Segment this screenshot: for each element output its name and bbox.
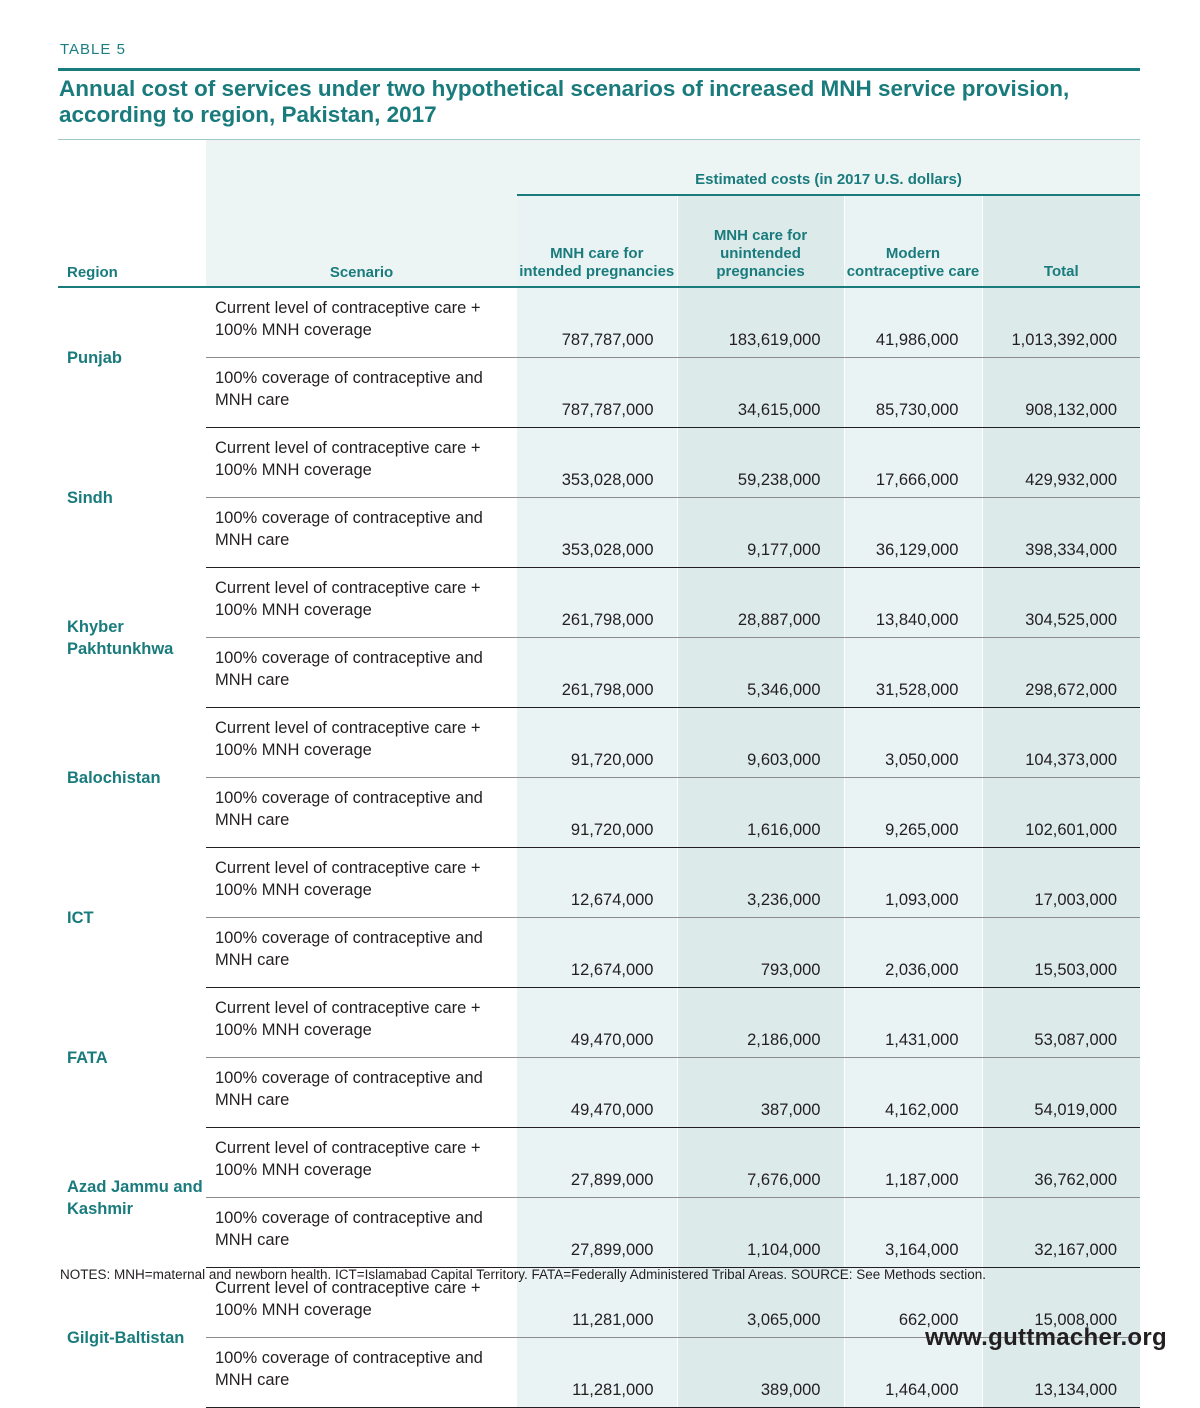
value-modern-contraceptive: 9,265,000 — [844, 778, 982, 848]
value-modern-contraceptive: 4,162,000 — [844, 1058, 982, 1128]
scenario-cell: 100% coverage of contraceptive and MNH care — [206, 358, 517, 428]
table-notes: NOTES: MNH=maternal and newborn health. ICT=Islamabad Capital Territory. FATA=Federally Administered Tribal Areas. SOURCE: See Methods section. — [60, 1267, 987, 1282]
value-mnh-unintended: 1,616,000 — [677, 778, 844, 848]
scenario-cell: 100% coverage of contraceptive and MNH care — [206, 778, 517, 848]
table-row — [58, 918, 1140, 988]
scenario-cell: Current level of contraceptive care + 100% MNH coverage — [206, 287, 517, 358]
scenario-cell: Current level of contraceptive care + 100% MNH coverage — [206, 1128, 517, 1198]
value-mnh-unintended: 1,104,000 — [677, 1198, 844, 1268]
table-row — [58, 708, 1140, 778]
value-modern-contraceptive: 85,730,000 — [844, 358, 982, 428]
table-row — [58, 498, 1140, 568]
value-mnh-intended: 12,674,000 — [517, 918, 677, 988]
value-modern-contraceptive: 3,164,000 — [844, 1198, 982, 1268]
table-row — [58, 638, 1140, 708]
value-modern-contraceptive: 1,187,000 — [844, 1128, 982, 1198]
scenario-cell: 100% coverage of contraceptive and MNH care — [206, 1338, 517, 1408]
header-mnh-unintended: MNH care for unintended pregnancies — [677, 195, 844, 287]
value-modern-contraceptive: 662,000 — [844, 1268, 982, 1338]
value-total: 298,672,000 — [982, 638, 1140, 708]
table-title: Annual cost of services under two hypothetical scenarios of increased MNH service provision, according to region, Pakistan, 2017 — [59, 76, 1070, 127]
region-name: Gilgit-Baltistan — [58, 1268, 206, 1408]
value-mnh-intended: 27,899,000 — [517, 1198, 677, 1268]
value-total: 13,134,000 — [982, 1338, 1140, 1408]
value-mnh-intended: 12,674,000 — [517, 848, 677, 918]
scenario-cell: 100% coverage of contraceptive and MNH care — [206, 1198, 517, 1268]
header-mnh-intended: MNH care for intended pregnancies — [517, 195, 677, 287]
value-mnh-intended: 787,787,000 — [517, 287, 677, 358]
value-total: 104,373,000 — [982, 708, 1140, 778]
region-name: Punjab — [58, 287, 206, 428]
cost-table — [58, 140, 1140, 1408]
value-total: 17,003,000 — [982, 848, 1140, 918]
value-modern-contraceptive: 1,464,000 — [844, 1338, 982, 1408]
value-modern-contraceptive: 1,093,000 — [844, 848, 982, 918]
value-total: 15,503,000 — [982, 918, 1140, 988]
value-modern-contraceptive: 31,528,000 — [844, 638, 982, 708]
value-mnh-intended: 353,028,000 — [517, 498, 677, 568]
scenario-cell: Current level of contraceptive care + 100% MNH coverage — [206, 708, 517, 778]
top-rule — [58, 68, 1140, 71]
website-url: www.guttmacher.org — [925, 1324, 1167, 1351]
table-body — [58, 287, 1140, 1408]
value-total: 36,762,000 — [982, 1128, 1140, 1198]
value-total: 102,601,000 — [982, 778, 1140, 848]
value-total: 32,167,000 — [982, 1198, 1140, 1268]
value-mnh-intended: 787,787,000 — [517, 358, 677, 428]
value-mnh-unintended: 387,000 — [677, 1058, 844, 1128]
value-total: 53,087,000 — [982, 988, 1140, 1058]
region-name: Balochistan — [58, 708, 206, 848]
value-total: 1,013,392,000 — [982, 287, 1140, 358]
scenario-cell: Current level of contraceptive care + 100% MNH coverage — [206, 848, 517, 918]
header-modern-contraceptive: Modern contraceptive care — [844, 195, 982, 287]
table-row — [58, 848, 1140, 918]
value-mnh-unintended: 59,238,000 — [677, 428, 844, 498]
table-header — [58, 140, 1140, 287]
value-mnh-unintended: 2,186,000 — [677, 988, 844, 1058]
region-name: FATA — [58, 988, 206, 1128]
value-mnh-intended: 49,470,000 — [517, 1058, 677, 1128]
value-mnh-unintended: 28,887,000 — [677, 568, 844, 638]
scenario-cell: 100% coverage of contraceptive and MNH care — [206, 1058, 517, 1128]
scenario-cell: Current level of contraceptive care + 100% MNH coverage — [206, 428, 517, 498]
table-row — [58, 287, 1140, 358]
value-mnh-intended: 261,798,000 — [517, 638, 677, 708]
value-modern-contraceptive: 17,666,000 — [844, 428, 982, 498]
value-mnh-unintended: 183,619,000 — [677, 287, 844, 358]
table-row — [58, 568, 1140, 638]
header-region: Region — [58, 140, 206, 287]
header-scenario: Scenario — [206, 140, 517, 287]
value-total: 304,525,000 — [982, 568, 1140, 638]
table-row — [58, 428, 1140, 498]
header-total: Total — [982, 195, 1140, 287]
value-mnh-intended: 27,899,000 — [517, 1128, 677, 1198]
region-name: Azad Jammu and Kashmir — [58, 1128, 206, 1268]
header-estimated-costs: Estimated costs (in 2017 U.S. dollars) — [517, 140, 1140, 195]
scenario-cell: 100% coverage of contraceptive and MNH care — [206, 638, 517, 708]
value-modern-contraceptive: 13,840,000 — [844, 568, 982, 638]
value-modern-contraceptive: 1,431,000 — [844, 988, 982, 1058]
value-mnh-intended: 11,281,000 — [517, 1338, 677, 1408]
value-mnh-unintended: 3,065,000 — [677, 1268, 844, 1338]
value-total: 908,132,000 — [982, 358, 1140, 428]
table-label: TABLE 5 — [60, 41, 126, 58]
value-modern-contraceptive: 2,036,000 — [844, 918, 982, 988]
table-row — [58, 358, 1140, 428]
scenario-cell: 100% coverage of contraceptive and MNH care — [206, 498, 517, 568]
value-mnh-unintended: 9,603,000 — [677, 708, 844, 778]
value-total: 15,008,000 — [982, 1268, 1140, 1338]
table-row — [58, 988, 1140, 1058]
value-mnh-unintended: 7,676,000 — [677, 1128, 844, 1198]
value-mnh-unintended: 3,236,000 — [677, 848, 844, 918]
table-row — [58, 1058, 1140, 1128]
value-modern-contraceptive: 41,986,000 — [844, 287, 982, 358]
value-total: 429,932,000 — [982, 428, 1140, 498]
value-mnh-unintended: 5,346,000 — [677, 638, 844, 708]
value-mnh-unintended: 793,000 — [677, 918, 844, 988]
scenario-cell: Current level of contraceptive care + 100% MNH coverage — [206, 988, 517, 1058]
scenario-cell: 100% coverage of contraceptive and MNH care — [206, 918, 517, 988]
table-row — [58, 1198, 1140, 1268]
scenario-cell: Current level of contraceptive care + 100% MNH coverage — [206, 1268, 517, 1338]
value-mnh-intended: 261,798,000 — [517, 568, 677, 638]
value-mnh-intended: 11,281,000 — [517, 1268, 677, 1338]
value-mnh-unintended: 9,177,000 — [677, 498, 844, 568]
scenario-cell: Current level of contraceptive care + 100% MNH coverage — [206, 568, 517, 638]
value-mnh-intended: 91,720,000 — [517, 708, 677, 778]
table-row — [58, 778, 1140, 848]
region-name: ICT — [58, 848, 206, 988]
table-row — [58, 1128, 1140, 1198]
value-modern-contraceptive: 36,129,000 — [844, 498, 982, 568]
value-mnh-intended: 91,720,000 — [517, 778, 677, 848]
value-modern-contraceptive: 3,050,000 — [844, 708, 982, 778]
value-mnh-intended: 49,470,000 — [517, 988, 677, 1058]
value-total: 54,019,000 — [982, 1058, 1140, 1128]
region-name: Sindh — [58, 428, 206, 568]
region-name: Khyber Pakhtunkhwa — [58, 568, 206, 708]
value-mnh-unintended: 389,000 — [677, 1338, 844, 1408]
value-total: 398,334,000 — [982, 498, 1140, 568]
value-mnh-intended: 353,028,000 — [517, 428, 677, 498]
value-mnh-unintended: 34,615,000 — [677, 358, 844, 428]
